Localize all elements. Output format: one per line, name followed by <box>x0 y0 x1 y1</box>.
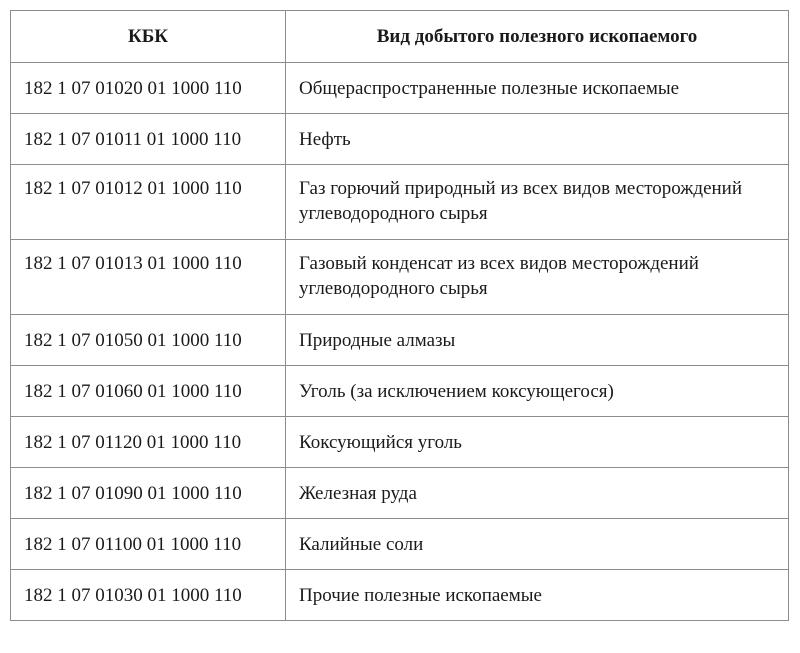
table-row <box>11 417 789 468</box>
mineral-type-cell: Нефть <box>286 114 789 165</box>
kbk-code-cell: 182 1 07 01013 01 1000 110 <box>11 240 286 315</box>
kbk-code-cell: 182 1 07 01090 01 1000 110 <box>11 468 286 519</box>
kbk-code-cell: 182 1 07 01030 01 1000 110 <box>11 570 286 621</box>
kbk-code-cell: 182 1 07 01100 01 1000 110 <box>11 519 286 570</box>
header-mineral-type: Вид добытого полезного ископаемого <box>286 11 789 63</box>
mineral-type-cell: Газовый конденсат из всех видов месторождений углеводородного сырья <box>286 240 789 315</box>
kbk-code-cell: 182 1 07 01020 01 1000 110 <box>11 63 286 114</box>
kbk-code-cell: 182 1 07 01050 01 1000 110 <box>11 315 286 366</box>
table-row <box>11 315 789 366</box>
kbk-table <box>10 10 789 621</box>
table-row <box>11 366 789 417</box>
table-row <box>11 240 789 315</box>
table-row <box>11 570 789 621</box>
table-row <box>11 114 789 165</box>
table-row <box>11 63 789 114</box>
mineral-type-cell: Газ горючий природный из всех видов месторождений углеводородного сырья <box>286 165 789 240</box>
mineral-type-cell: Природные алмазы <box>286 315 789 366</box>
kbk-code-cell: 182 1 07 01060 01 1000 110 <box>11 366 286 417</box>
header-row <box>11 11 789 63</box>
mineral-type-cell: Калийные соли <box>286 519 789 570</box>
mineral-type-cell: Коксующийся уголь <box>286 417 789 468</box>
kbk-code-cell: 182 1 07 01011 01 1000 110 <box>11 114 286 165</box>
mineral-type-cell: Уголь (за исключением коксующегося) <box>286 366 789 417</box>
table-row <box>11 165 789 240</box>
kbk-code-cell: 182 1 07 01012 01 1000 110 <box>11 165 286 240</box>
kbk-code-cell: 182 1 07 01120 01 1000 110 <box>11 417 286 468</box>
mineral-type-cell: Общераспространенные полезные ископаемые <box>286 63 789 114</box>
header-kbk: КБК <box>11 11 286 63</box>
mineral-type-cell: Прочие полезные ископаемые <box>286 570 789 621</box>
mineral-type-cell: Железная руда <box>286 468 789 519</box>
table-row <box>11 468 789 519</box>
table-row <box>11 519 789 570</box>
